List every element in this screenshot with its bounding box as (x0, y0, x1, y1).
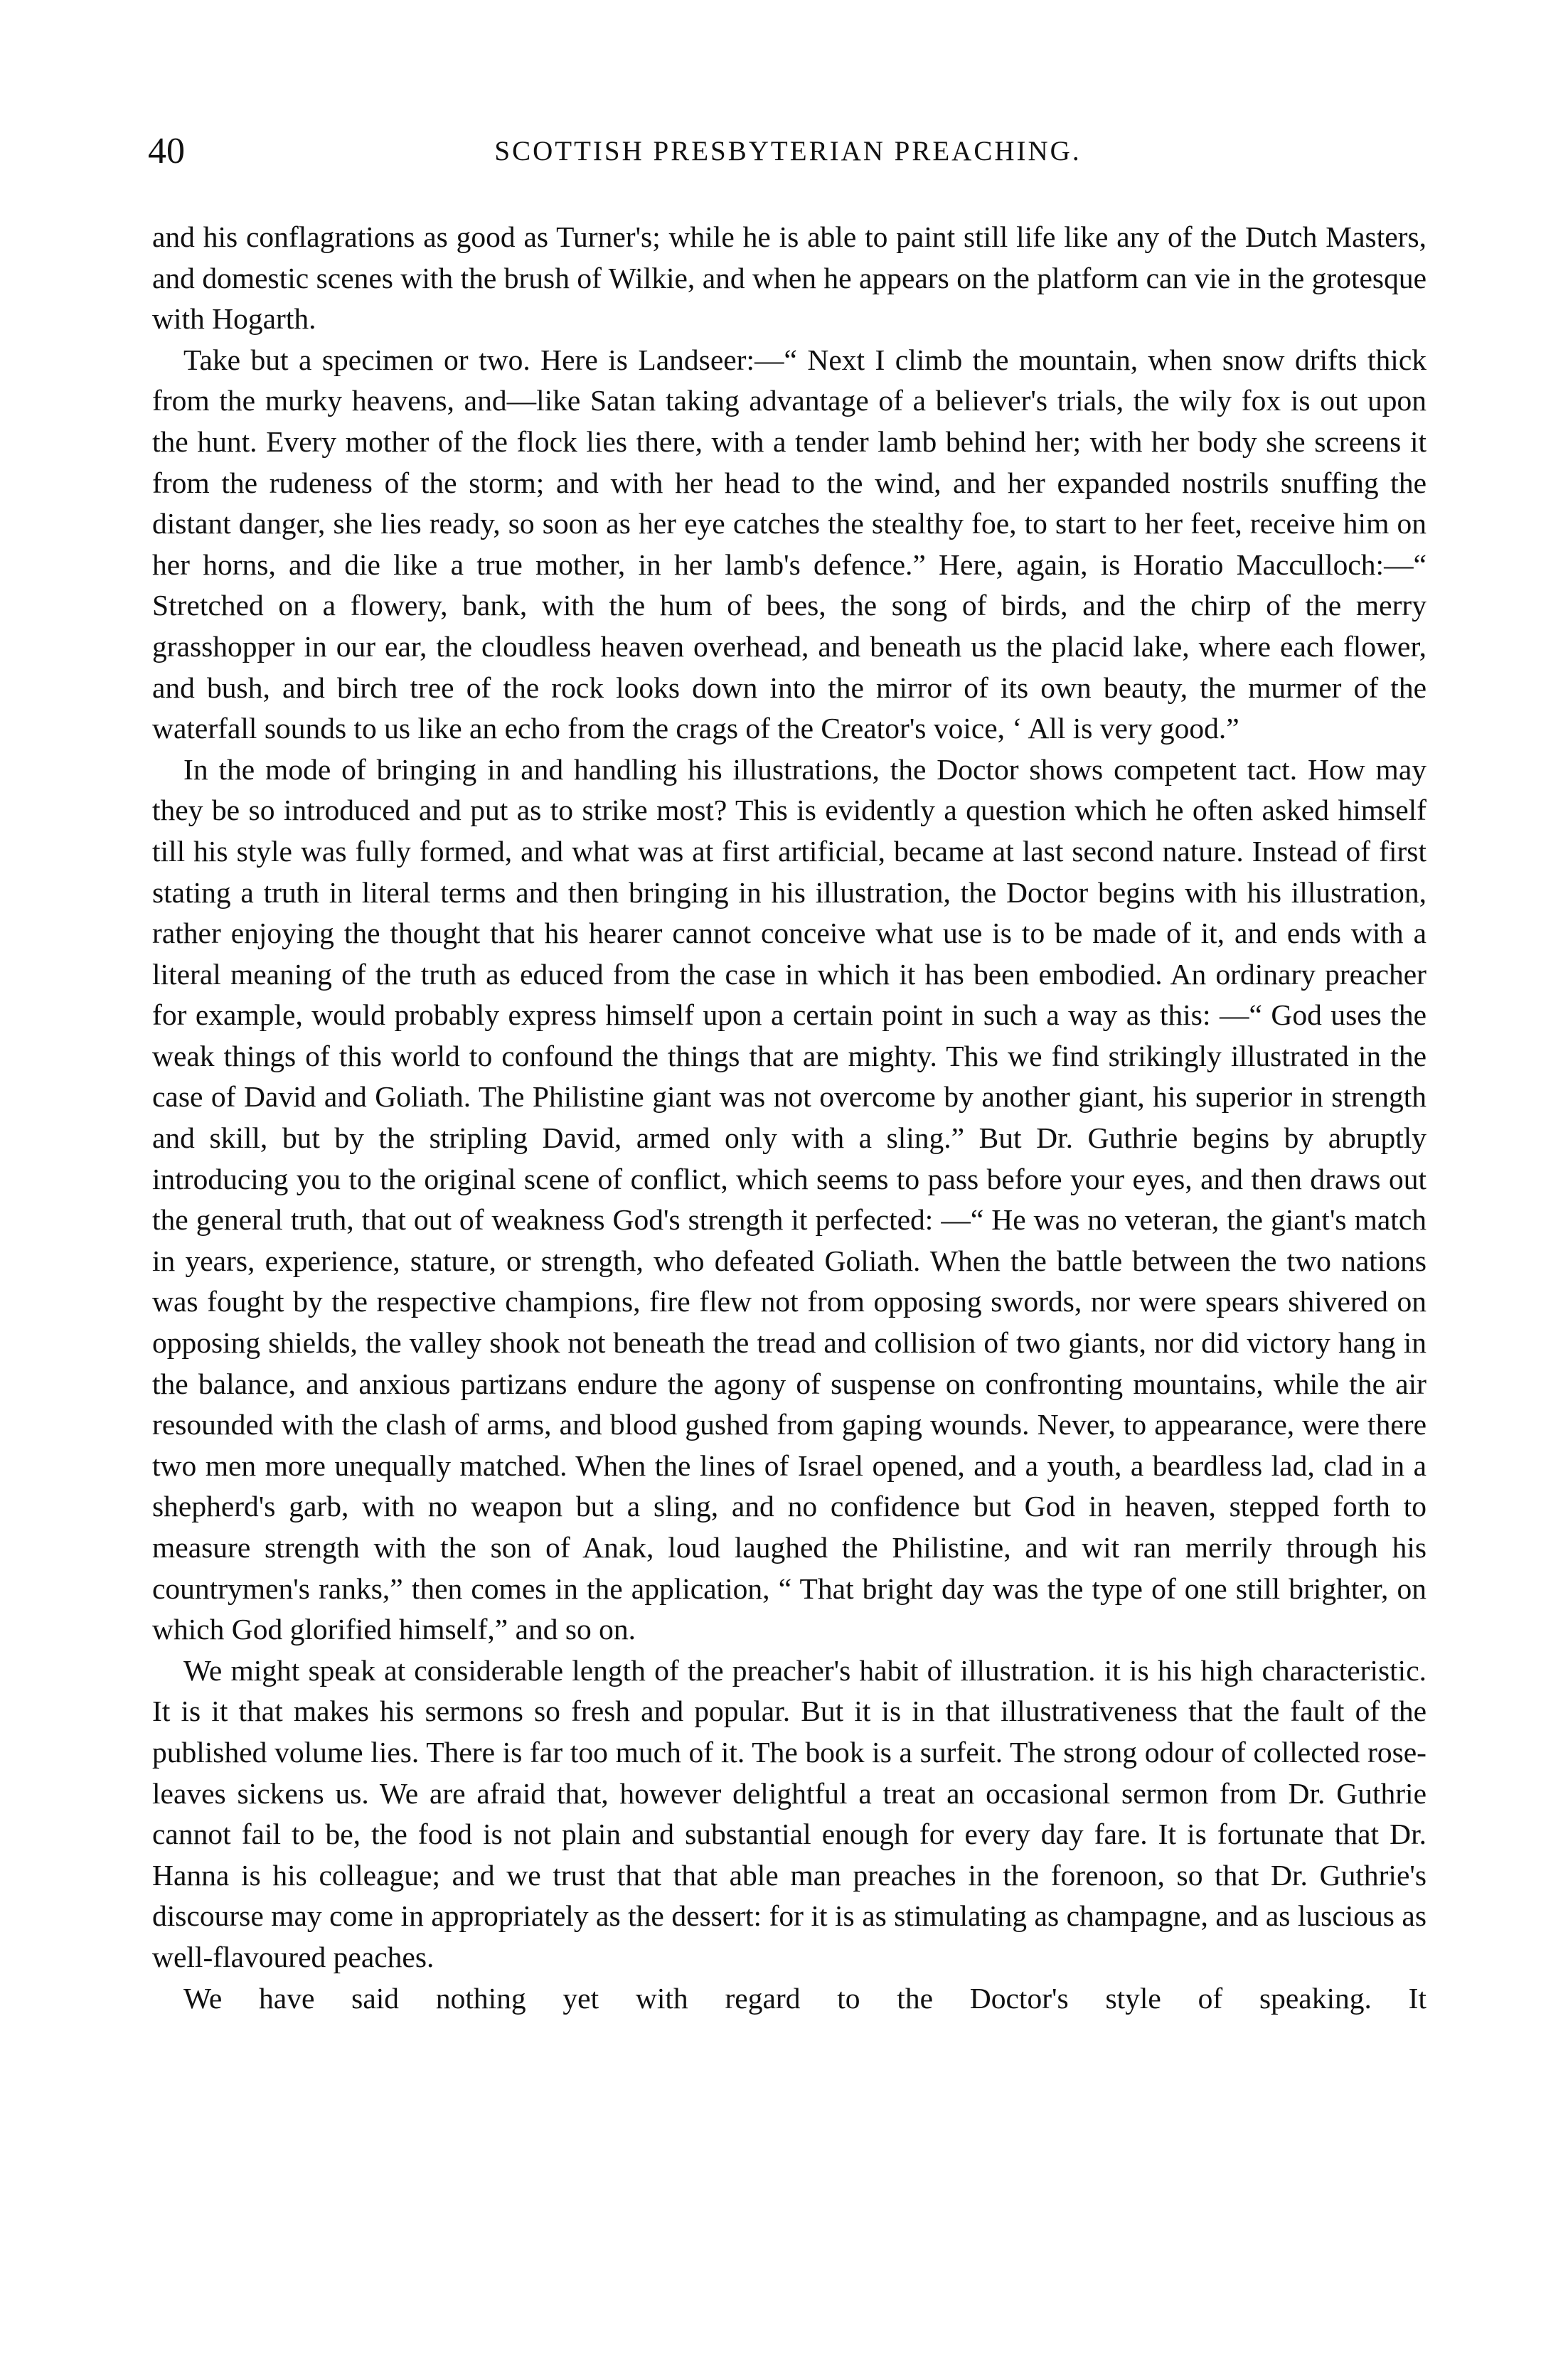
body-text (152, 217, 1426, 2019)
paragraph-5: We have said nothing yet with regard to the Doctor's style of speaking. It (183, 1981, 1426, 2015)
running-title: SCOTTISH PRESBYTERIAN PREACHING. (494, 136, 1082, 166)
paragraph-1: and his conflagrations as good as Turner's; while he is able to paint still life like any of the Dutch Masters, and domestic scenes with the brush of Wilkie, and when he appears on the platform can vie in the grotesque with Hogarth. (152, 220, 1426, 336)
running-head (148, 127, 1428, 176)
page-number: 40 (148, 131, 185, 171)
paragraph-4: We might speak at considerable length of the preacher's habit of illustration. it is his high characteristic. It is it that makes his sermons so fresh and popular. But it is in that illustrativeness that the fault of the published volume lies. There is far too much of it. The book is a surfeit. The strong odour of collected rose-leaves sickens us. We are afraid that, however delightful a treat an occasional sermon from Dr. Guthrie cannot fail to be, the food is not plain and substantial enough for every day fare. It is fortunate that Dr. Hanna is his colleague; and we trust that that able man preaches in the forenoon, so that Dr. Guthrie's discourse may come in appropriately as the dessert: for it is as stimulating as champagne, and as luscious as well-flavoured peaches. (152, 1653, 1426, 1973)
paragraph-3: In the mode of bringing in and handling his illustrations, the Doctor shows competent tact. How may they be so introduced and put as to strike most? This is evidently a question which he often asked himself till his style was fully formed, and what was at first artificial, became at last second nature. Instead of first stating a truth in literal terms and then bringing in his illustration, the Doctor begins with his illustration, rather enjoying the thought that his hearer cannot conceive what use is to be made of it, and ends with a literal meaning of the truth as educed from the case in which it has been embodied. An ordinary preacher for example, would probably express himself upon a certain point in such a way as this: —“ God uses the weak things of this world to confound the things that are mighty. This we find strikingly illustrated in the case of David and Goliath. The Philistine giant was not overcome by another giant, his superior in strength and skill, but by the stripling David, armed only with a sling.” But Dr. Guthrie begins by abruptly introducing you to the original scene of conflict, which seems to pass before your eyes, and then draws out the general truth, that out of weakness God's strength it perfected: —“ He was no veteran, the giant's match in years, experience, stature, or strength, who defeated Goliath. When the battle between the two nations was fought by the respective champions, fire flew not from opposing swords, nor were spears shivered on opposing shields, the valley shook not beneath the tread and collision of two giants, nor did victory hang in the balance, and anxious partizans endure the agony of suspense on confronting mountains, while the air resounded with the clash of arms, and blood gushed from gaping wounds. Never, to appearance, were there two men more unequally matched. When the lines of Israel opened, and a youth, a beardless lad, clad in a shepherd's garb, with no weapon but a sling, and no confidence but God in heaven, stepped forth to measure strength with the son of Anak, loud laughed the Philistine, and wit ran merrily through his countrymen's ranks,” then comes in the application, “ That bright day was the type of one still brighter, on which God glorified himself,” and so on. (152, 752, 1426, 1646)
paragraph-2: Take but a specimen or two. Here is Landseer:—“ Next I climb the mountain, when snow drifts thick from the murky heavens, and—like Satan taking advantage of a believer's trials, the wily fox is out upon the hunt. Every mother of the flock lies there, with a tender lamb behind her; with her body she screens it from the rudeness of the storm; and with her head to the wind, and her expanded nostrils snuffing the distant danger, she lies ready, so soon as her eye catches the stealthy foe, to start to her feet, receive him on her horns, and die like a true mother, in her lamb's defence.” Here, again, is Horatio Macculloch:—“ Stretched on a flowery, bank, with the hum of bees, the song of birds, and the chirp of the merry grasshopper in our ear, the cloudless heaven overhead, and beneath us the placid lake, where each flower, and bush, and birch tree of the rock looks down into the mirror of its own beauty, the murmer of the waterfall sounds to us like an echo from the crags of the Creator's voice, ‘ All is very good.” (152, 343, 1426, 745)
